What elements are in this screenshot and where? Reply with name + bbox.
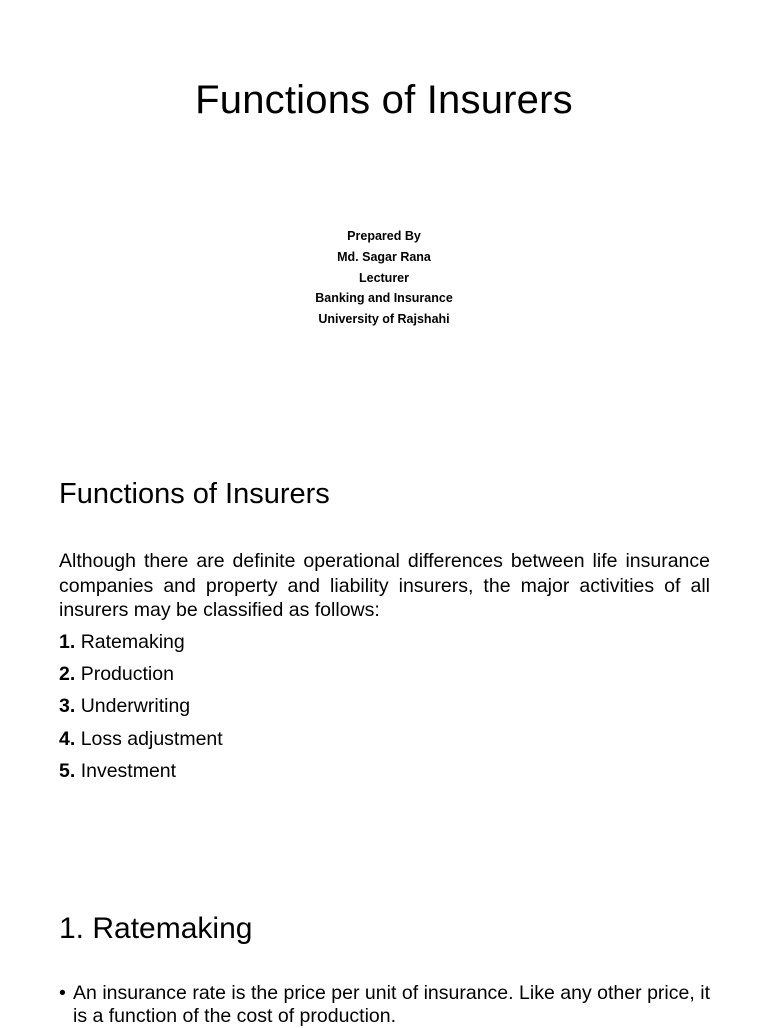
item-label: Underwriting <box>80 695 191 718</box>
slide-title: 1. Ratemaking <box>59 912 253 945</box>
intro-paragraph: Although there are definite operational differences between life insurance companies and property and liability insurers, the major activities of all insurers may be classified as follows: <box>59 550 710 621</box>
functions-slide <box>0 432 768 864</box>
item-label: Production <box>80 663 174 686</box>
bullet-icon: • <box>59 982 66 1004</box>
item-label: Ratemaking <box>80 631 185 653</box>
functions-list <box>59 630 223 791</box>
item-number: 5. <box>59 759 76 782</box>
slide-title: Functions of Insurers <box>59 478 330 510</box>
author-block <box>0 226 768 330</box>
item-number: 3. <box>59 695 76 718</box>
list-item <box>59 727 223 759</box>
list-item <box>59 630 223 662</box>
title-slide <box>0 0 768 432</box>
ratemaking-slide <box>0 864 768 1027</box>
prepared-by-label: Prepared By <box>347 229 421 243</box>
item-number: 4. <box>59 727 76 750</box>
author-position: Lecturer <box>358 270 410 285</box>
list-item <box>59 694 223 726</box>
item-label: Investment <box>80 759 177 782</box>
author-department: Banking and Insurance <box>315 291 453 306</box>
item-number: 2. <box>59 663 76 686</box>
author-name: Md. Sagar Rana <box>337 249 431 264</box>
bullet-text: An insurance rate is the price per unit of insurance. Like any other price, it is a function of the cost of production. <box>73 982 710 1027</box>
author-university: University of Rajshahi <box>318 312 450 327</box>
item-label: Loss adjustment <box>80 727 223 750</box>
list-item <box>59 759 223 791</box>
list-item <box>59 662 223 694</box>
bullet-item <box>59 982 710 1028</box>
item-number: 1. <box>59 631 76 653</box>
slide-title: Functions of Insurers <box>195 78 573 122</box>
